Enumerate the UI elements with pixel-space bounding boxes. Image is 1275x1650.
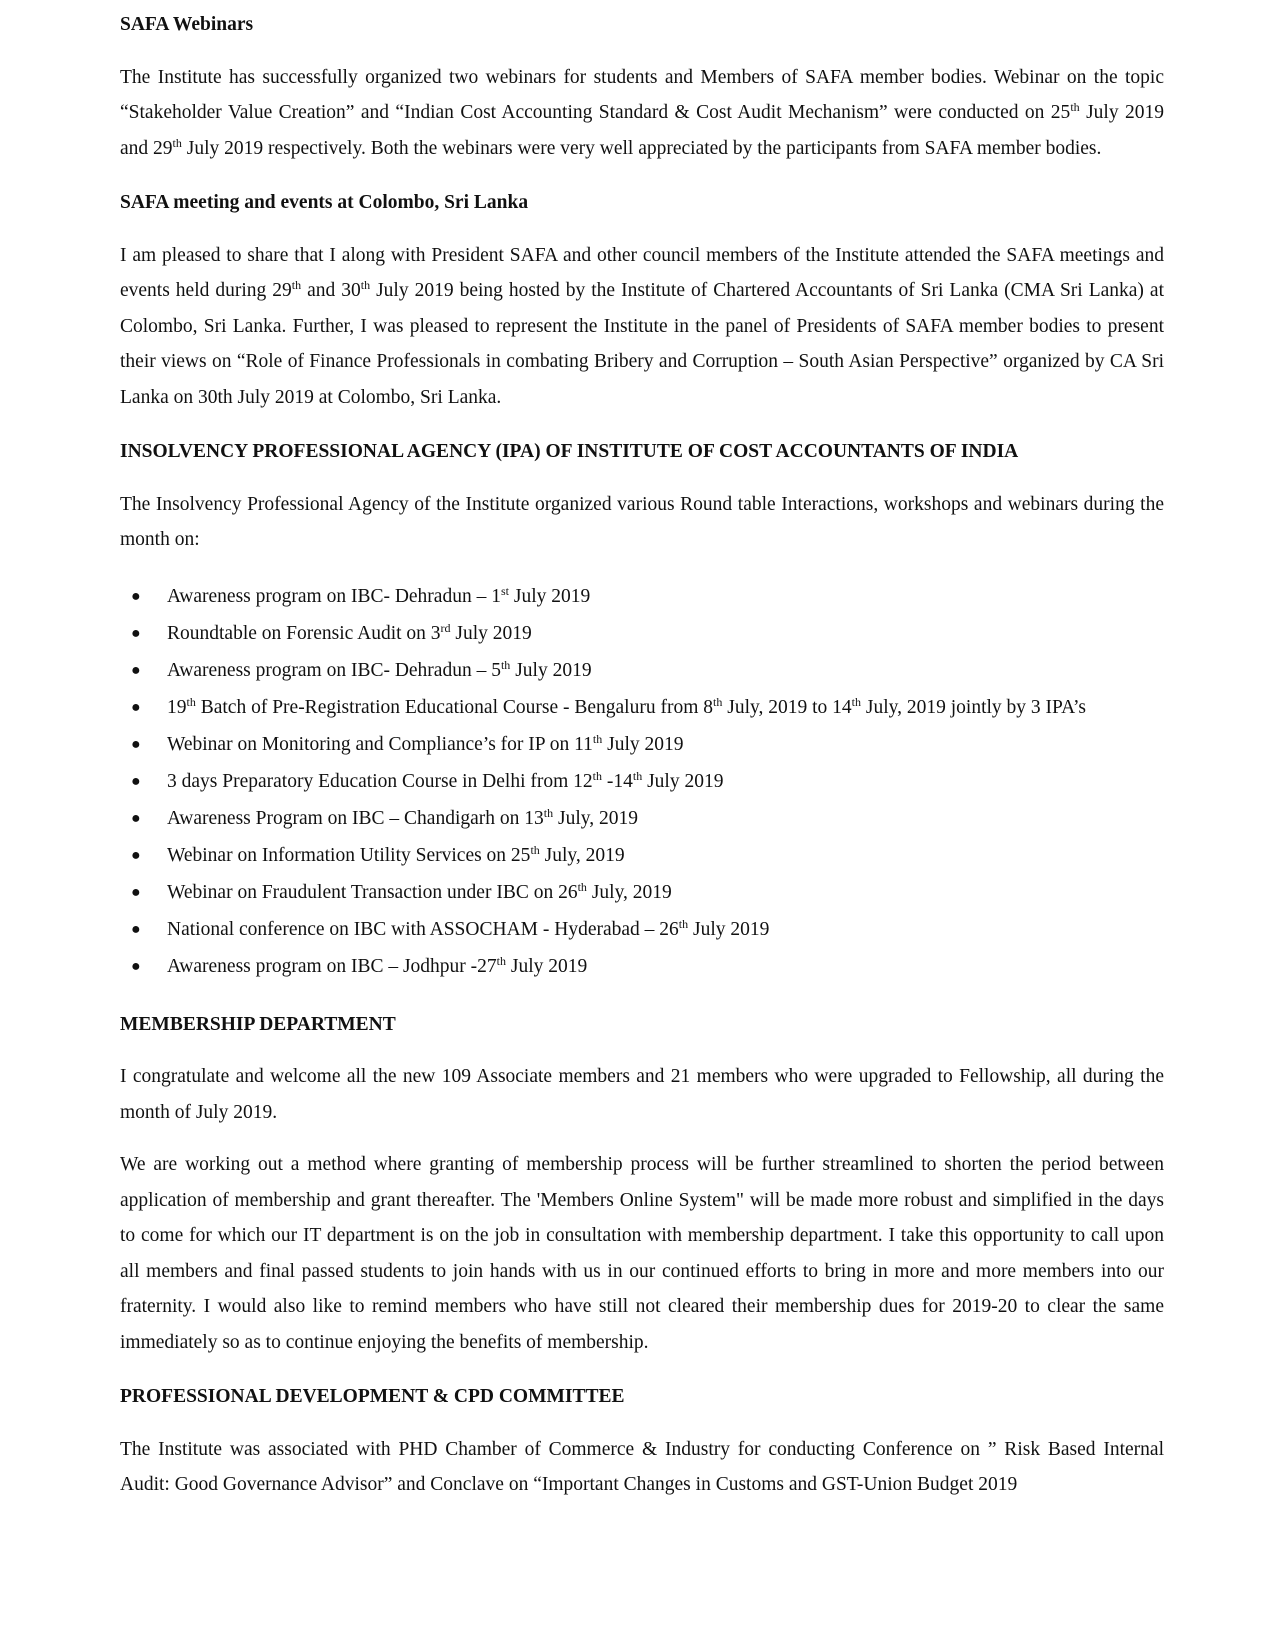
ordinal-suffix: th — [172, 135, 182, 150]
text-run: Awareness program on IBC – Jodhpur -27 — [167, 955, 497, 977]
bullet-icon: ● — [131, 809, 141, 827]
ordinal-suffix: th — [496, 953, 506, 968]
ordinal-suffix: th — [678, 916, 689, 931]
text-run: 3 days Preparatory Education Course in Delhi from 12 — [167, 770, 593, 792]
text-run: Batch of Pre-Registration Educational Course - Bengaluru from 8 — [195, 696, 714, 718]
bullet-icon: ● — [131, 661, 141, 679]
text-run: July 2019 being hosted by the Institute of Chartered Accountants of Sri Lanka (CMA Sri Lanka) at Colombo, Sri Lanka. Further, I was pleased to represent the Institute in the panel of Presidents of SAFA member bodies to present their views on “Role of Finance Professionals in combating Bribery and Corruption – South Asian Perspective” organized by CA Sri Lanka on 30th July 2019 at Colombo, Sri Lanka. — [120, 280, 1164, 408]
text-run: -14 — [602, 770, 633, 792]
text-run: and 30 — [301, 280, 361, 301]
text-run: July 2019 — [510, 659, 592, 681]
text-run: July 2019 respectively. Both the webinars were very well appreciated by the participants from SAFA member bodies. — [181, 137, 1102, 159]
text-run: July 2019 — [602, 733, 684, 755]
text-run: Webinar on Information Utility Services on 25 — [167, 844, 531, 866]
ordinal-suffix: th — [632, 768, 643, 783]
section-heading-membership: MEMBERSHIP DEPARTMENT — [120, 1013, 396, 1035]
paragraph-safa-webinars — [120, 60, 1164, 167]
ipa-events-list — [120, 578, 1164, 985]
section-heading-cpd: PROFESSIONAL DEVELOPMENT & CPD COMMITTEE — [120, 1386, 625, 1407]
ordinal-suffix: st — [500, 583, 509, 598]
text-run: July, 2019 — [586, 881, 672, 903]
bullet-icon: ● — [131, 846, 141, 864]
text-run: Webinar on Monitoring and Compliance’s for IP on 11 — [167, 733, 593, 755]
ordinal-suffix: th — [592, 731, 603, 746]
ordinal-suffix: th — [577, 879, 587, 894]
bullet-icon: ● — [131, 587, 141, 605]
ordinal-suffix: th — [592, 768, 602, 783]
text-run: I am pleased to share that I along with President SAFA and other council members of the Institute attended the SAFA meetings and events held during 29 — [120, 244, 1164, 301]
text-run: Webinar on Fraudulent Transaction under IBC on 26 — [167, 881, 578, 903]
ordinal-suffix: th — [291, 278, 302, 292]
paragraph-cpd: The Institute was associated with PHD Chamber of Commerce & Industry for conducting Conference on ” Risk Based Internal Audit: Good Governance Advisor” and Conclave on “Important Changes in Customs and GST-Union Budget 2019 — [120, 1438, 1164, 1495]
list-item — [120, 911, 1164, 948]
bullet-icon: ● — [131, 772, 141, 790]
ordinal-suffix: th — [713, 694, 723, 709]
text-run: Awareness Program on IBC – Chandigarh on 13 — [167, 807, 544, 829]
section-heading-safa-meeting: SAFA meeting and events at Colombo, Sri Lanka — [120, 192, 529, 213]
list-item — [120, 726, 1164, 763]
text-run: Roundtable on Forensic Audit on 3 — [167, 622, 441, 644]
paragraph-safa-meeting — [120, 238, 1164, 416]
ordinal-suffix: rd — [440, 620, 451, 635]
text-run: July, 2019 jointly by 3 IPA’s — [861, 696, 1087, 718]
ordinal-suffix: th — [1070, 100, 1080, 114]
paragraph-membership-process: We are working out a method where granting of membership process will be further streamlined to shorten the period between application of membership and grant thereafter. The 'Members Online System" will be made more robust and simplified in the days to come for which our IT department is on the job in consultation with membership department. I take this opportunity to call upon all members and final passed students to join hands with us in our continued efforts to bring in more and more members into our fraternity. I would also like to remind members who have still not cleared their membership dues for 2019-20 to clear the same immediately so as to continue enjoying the benefits of membership. — [120, 1154, 1164, 1353]
ordinal-suffix: th — [360, 278, 371, 292]
ordinal-suffix: th — [500, 657, 511, 672]
ordinal-suffix: th — [186, 694, 196, 709]
list-item — [120, 652, 1164, 689]
text-run: The Institute has successfully organized two webinars for students and Members of SAFA member bodies. Webinar on the topic “Stakeholder Value Creation” and “Indian Cost Accounting Standard & Cost Audit Mechanism” were conducted on 25 — [120, 66, 1164, 123]
section-heading-safa-webinars: SAFA Webinars — [120, 14, 254, 35]
list-item — [120, 874, 1164, 911]
bullet-icon: ● — [131, 883, 141, 901]
text-run: 19 — [167, 696, 187, 718]
bullet-icon: ● — [131, 698, 141, 716]
text-run: July 2019 — [688, 918, 770, 940]
text-run: July 2019 — [508, 585, 591, 607]
list-item — [120, 578, 1164, 615]
bullet-icon: ● — [131, 957, 141, 975]
list-item — [120, 689, 1164, 726]
paragraph-membership-welcome: I congratulate and welcome all the new 109 Associate members and 21 members who were upgraded to Fellowship, all during the month of July 2019. — [120, 1066, 1164, 1123]
text-run: July 2019 — [506, 955, 588, 977]
ordinal-suffix: th — [851, 694, 861, 709]
text-run: July, 2019 — [539, 844, 625, 866]
paragraph-ipa-intro: The Insolvency Professional Agency of the Institute organized various Round table Interactions, workshops and webinars during the month on: — [120, 493, 1164, 550]
list-item — [120, 948, 1164, 985]
bullet-icon: ● — [131, 920, 141, 938]
text-run: July 2019 — [642, 770, 724, 792]
text-run: July, 2019 — [553, 807, 638, 829]
ordinal-suffix: th — [530, 842, 540, 857]
text-run: July 2019 — [450, 622, 532, 644]
ordinal-suffix: th — [543, 805, 554, 820]
list-item — [120, 837, 1164, 874]
text-run: National conference on IBC with ASSOCHAM - Hyderabad – 26 — [167, 918, 679, 940]
text-run: July 2019 and 29 — [120, 102, 1164, 159]
text-run: Awareness program on IBC- Dehradun – 5 — [167, 659, 501, 681]
text-run: July, 2019 to 14 — [722, 696, 852, 718]
bullet-icon: ● — [131, 735, 141, 753]
list-item — [120, 615, 1164, 652]
list-item — [120, 800, 1164, 837]
list-item — [120, 763, 1164, 800]
section-heading-ipa: INSOLVENCY PROFESSIONAL AGENCY (IPA) OF INSTITUTE OF COST ACCOUNTANTS OF INDIA — [120, 441, 1019, 462]
bullet-icon: ● — [131, 624, 141, 642]
text-run: Awareness program on IBC- Dehradun – 1 — [167, 585, 501, 607]
document-page — [120, 7, 1164, 1503]
